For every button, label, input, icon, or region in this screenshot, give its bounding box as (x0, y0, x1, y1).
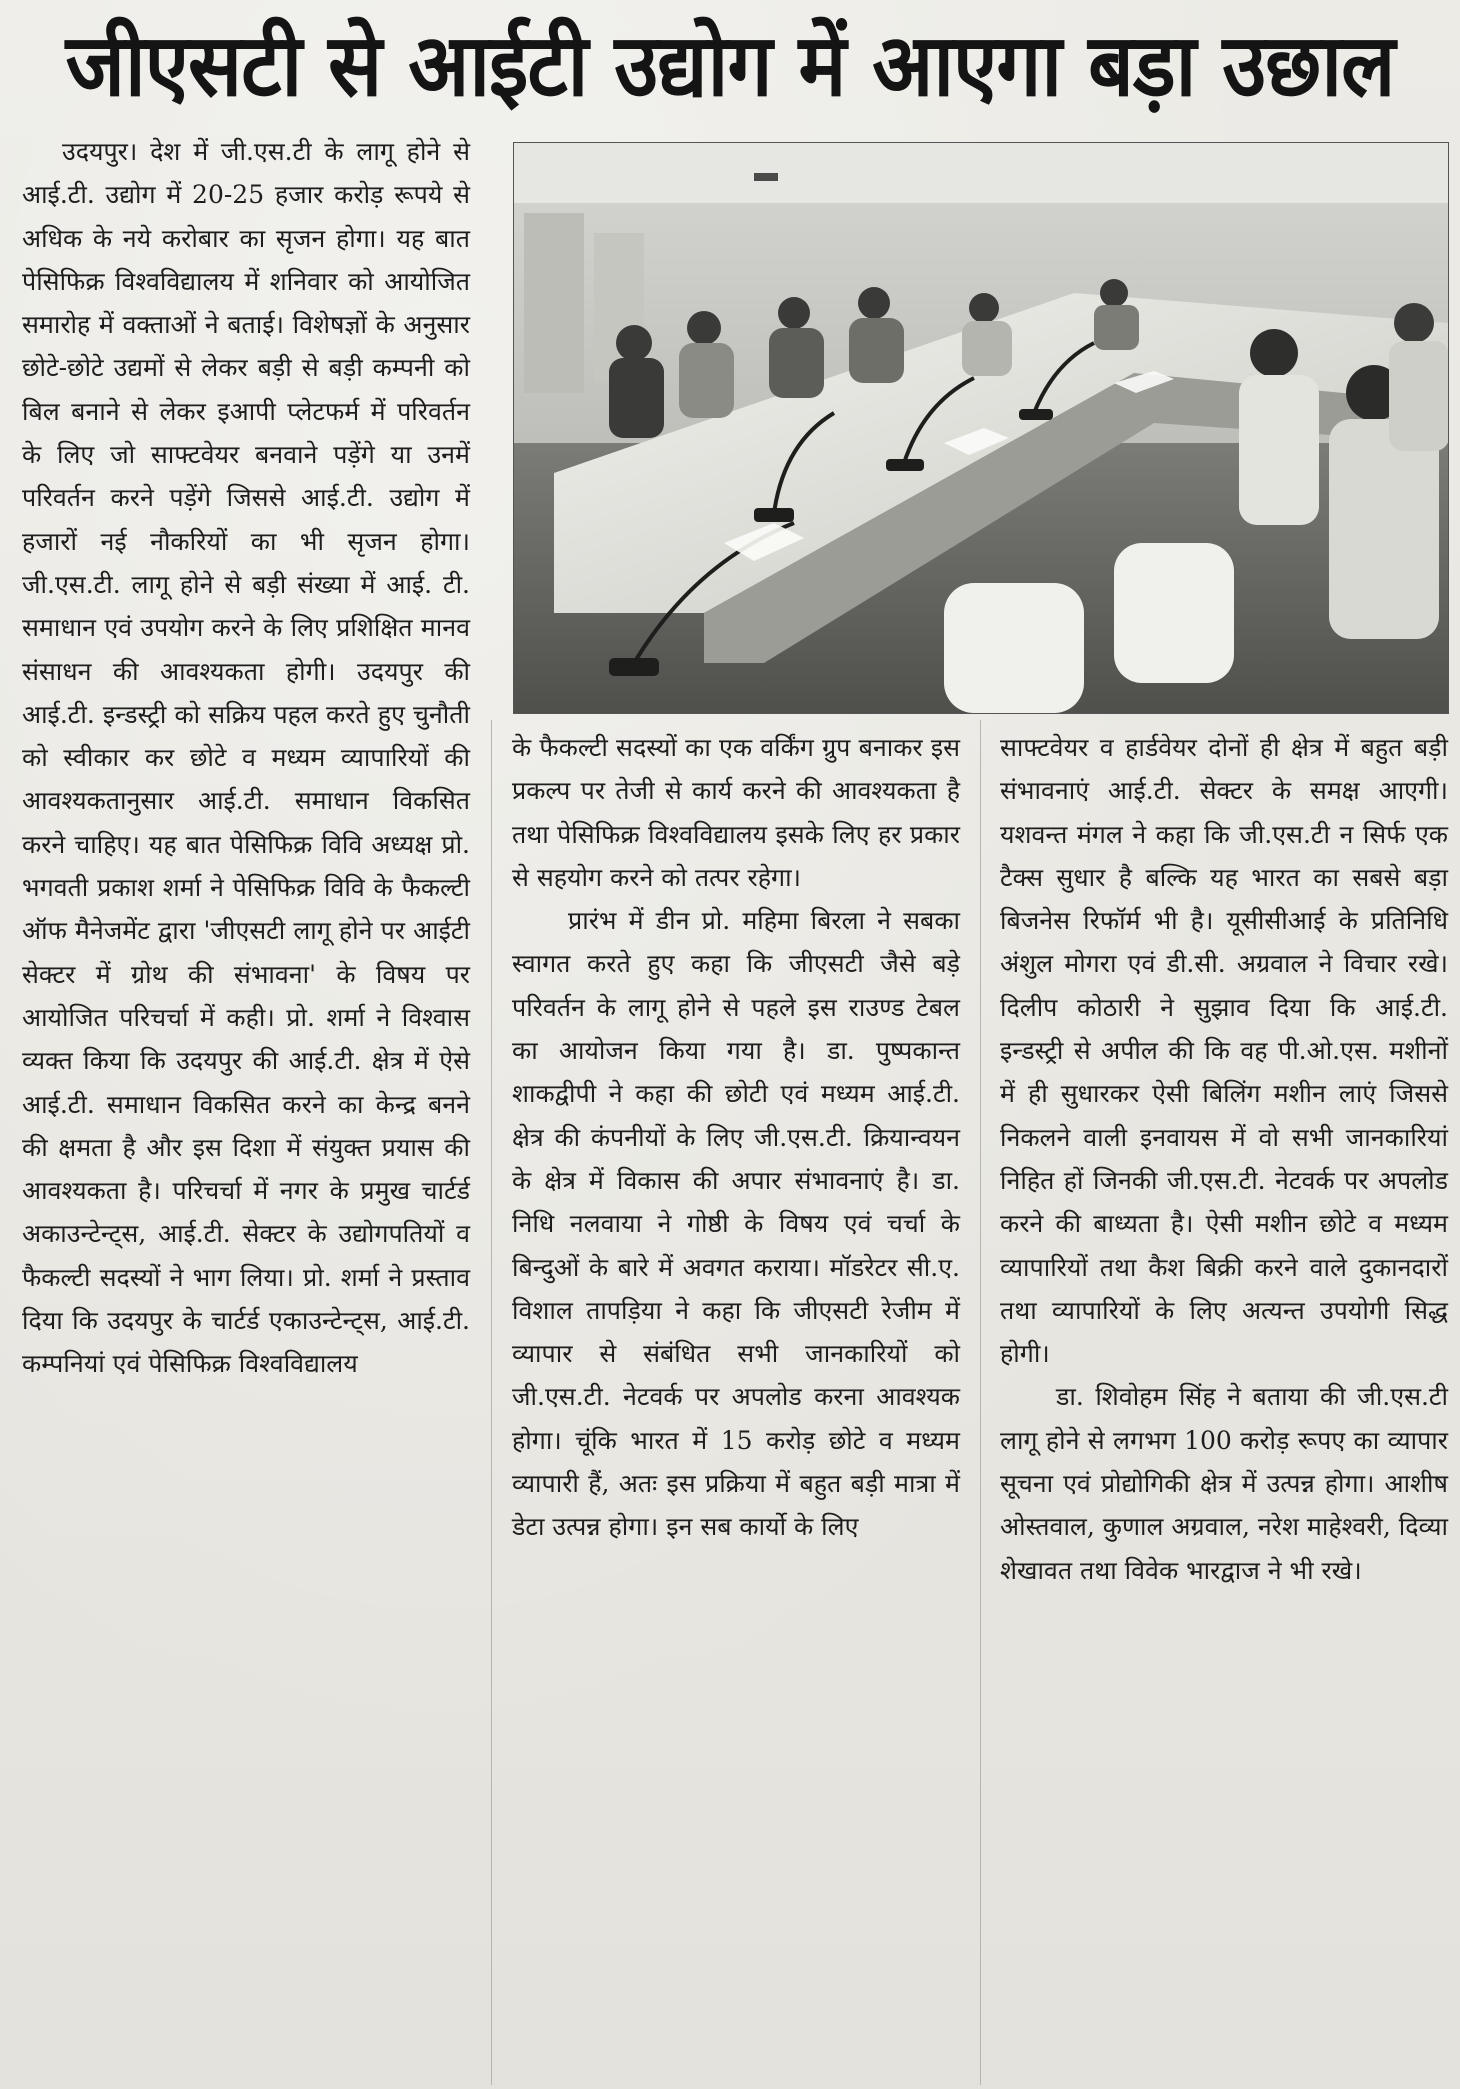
headline: जीएसटी से आईटी उद्योग में आएगा बड़ा उछाल (65, 16, 1395, 116)
column-2-paragraph-1: के फैकल्टी सदस्यों का एक वर्किंग ग्रुप बनाकर इस प्रकल्प पर तेजी से कार्य करने की आवश्यकता है तथा पेसिफिक्र विश्वविद्यालय इसके लिए हर प्रकार से सहयोग करने को तत्पर रहेगा। (512, 733, 960, 892)
article-column-3 (1000, 726, 1448, 2086)
column-2-paragraph-2: प्रारंभ में डीन प्रो. महिमा बिरला ने सबका स्वागत करते हुए कहा कि जीएसटी जैसे बड़े परिवर्तन के लागू होने से पहले इस राउण्ड टेबल का आयोजन किया गया है। डा. पुष्पकान्त शाकद्वीपी ने कहा की छोटी एवं मध्यम आई.टी. क्षेत्र की कंपनीयों के लिए जी.एस.टी. क्रियान्वयन के क्षेत्र में विकास की अपार संभावनाएं है। डा. निधि नलवाया ने गोष्ठी के विषय एवं चर्चा के बिन्दुओं के बारे में अवगत कराया। मॉडरेटर सी.ए. विशाल तापड़िया ने कहा कि जीएसटी रेजीम में व्यापार से संबंधित सभी जानकारियों को जी.एस.टी. नेटवर्क पर अपलोड करना आवश्यक होगा। चूंकि भारत में 15 करोड़ छोटे व मध्यम व्यापारी हैं, अतः इस प्रक्रिया में बहुत बड़ी मात्रा में डेटा उत्पन्न होगा। इन सब कार्यो के लिए (512, 906, 960, 1542)
column-rule-1 (491, 720, 492, 2085)
article-column-1 (22, 130, 470, 2085)
article-column-2 (512, 726, 960, 2086)
column-3-paragraph-1: साफ्टवेयर व हार्डवेयर दोनों ही क्षेत्र में बहुत बड़ी संभावनाएं आई.टी. सेक्टर के समक्ष आएगी। यशवन्त मंगल ने कहा कि जी.एस.टी न सिर्फ एक टैक्स सुधार है बल्कि यह भारत का सबसे बड़ा बिजनेस रिफॉर्म भी है। यूसीसीआई के प्रतिनिधि अंशुल मोगरा एवं डी.सी. अग्रवाल ने विचार रखे। दिलीप कोठारी ने सुझाव दिया कि आई.टी. इन्डस्ट्री से अपील की कि वह पी.ओ.एस. मशीनों में ही सुधारकर ऐसी बिलिंग मशीन लाएं जिससे निकलने वाली इनवायस में वो सभी जानकारियां निहित हों जिनकी जी.एस.टी. नेटवर्क पर अपलोड करने की बाध्यता है। ऐसी मशीन छोटे व मध्यम व्यापारियों तथा कैश बिक्री करने वाले दुकानदारों तथा व्यापारियों के लिए अत्यन्त उपयोगी सिद्ध होगी। (1000, 733, 1448, 1369)
meeting-photo-image (514, 143, 1448, 713)
column-1-text: उदयपुर। देश में जी.एस.टी के लागू होने से आई.टी. उद्योग में 20-25 हजार करोड़ रूपये से अधिक के नये करोबार का सृजन होगा। यह बात पेसिफिक्र विश्वविद्यालय में शनिवार को आयोजित समारोह में वक्ताओं ने बताई। विशेषज्ञों के अनुसार छोटे-छोटे उद्यमों से लेकर बड़ी से बड़ी कम्पनी को बिल बनाने से लेकर इआपी प्लेटफर्म में परिवर्तन के लिए जो साफ्टवेयर बनवाने पड़ेंगे या उनमें परिवर्तन करने पड़ेंगे जिससे आई.टी. उद्योग में हजारों नई नौकरियों का भी सृजन होगा। जी.एस.टी. लागू होने से बड़ी संख्या में आई. टी. समाधान एवं उपयोग करने के लिए प्रशिक्षित मानव संसाधन की आवश्यकता होगी। उदयपुर की आई.टी. इन्डस्ट्री को सक्रिय पहल करते हुए चुनौती को स्वीकार कर छोटे व मध्यम व्यापारियों की आवश्यकतानुसार आई.टी. समाधान विकसित करने चाहिए। यह बात पेसिफिक्र विवि अध्यक्ष प्रो. भगवती प्रकाश शर्मा ने पेसिफिक्र विवि के फैकल्टी ऑफ मैनेजमेंट द्वारा 'जीएसटी लागू होने पर आईटी सेक्टर में ग्रोथ की संभावना' के विषय पर आयोजित परिचर्चा में कही। प्रो. शर्मा ने विश्वास व्यक्त किया कि उदयपुर की आई.टी. क्षेत्र में ऐसे आई.टी. समाधान विकसित करने का केन्द्र बनने की क्षमता है और इस दिशा में संयुक्त प्रयास की आवश्यकता है। परिचर्चा में नगर के प्रमुख चार्टर्ड अकाउन्टेन्ट्स, आई.टी. सेक्टर के उद्योगपतियों व फैकल्टी सदस्यों ने भाग लिया। प्रो. शर्मा ने प्रस्ताव दिया कि उदयपुर के चार्टर्ड एकाउन्टेन्ट्स, आई.टी. कम्पनियां एवं पेसिफिक्र विश्वविद्यालय (22, 137, 470, 1379)
meeting-photo (514, 143, 1448, 713)
column-rule-2 (980, 720, 981, 2085)
column-3-paragraph-2: डा. शिवोहम सिंह ने बताया की जी.एस.टी लागू होने से लगभग 100 करोड़ रूपए का व्यापार सूचना एवं प्रोद्योगिकी क्षेत्र में उत्पन्न होगा। आशीष ओस्तवाल, कुणाल अग्रवाल, नरेश माहेश्वरी, दिव्या शेखावत तथा विवेक भारद्वाज ने भी रखे। (1000, 1382, 1448, 1585)
